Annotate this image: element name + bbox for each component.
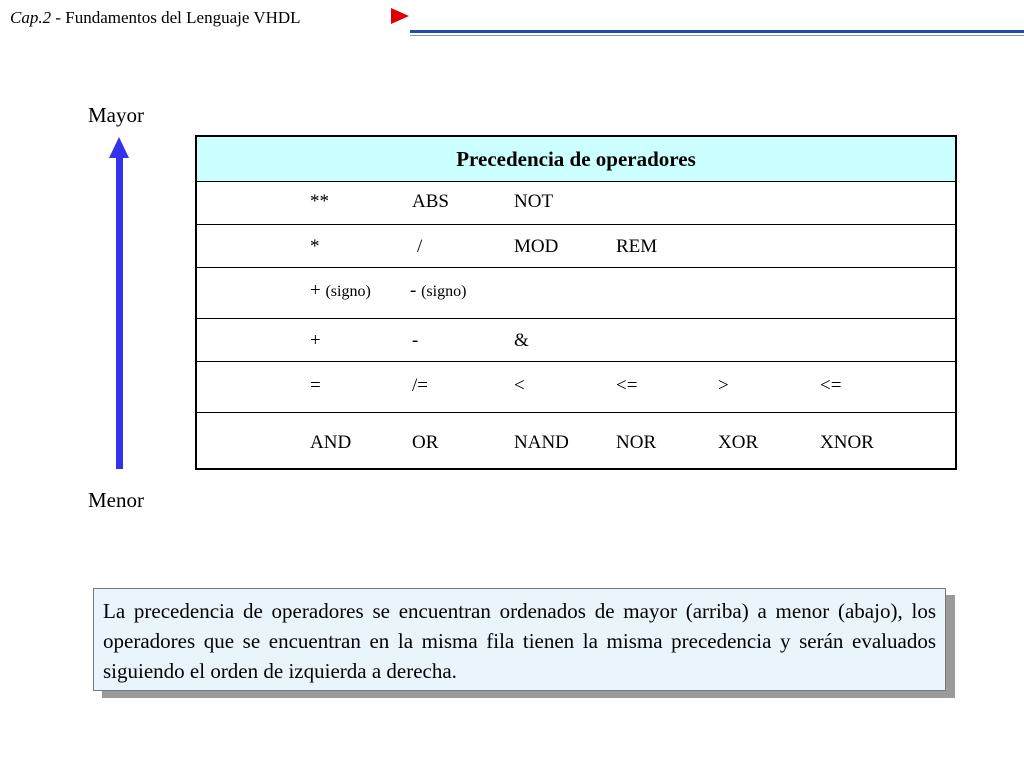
precedence-low-label: Menor — [88, 488, 144, 512]
table-row — [197, 413, 955, 471]
operator-cell: / — [417, 236, 423, 257]
chapter-label: Cap.2 — [10, 8, 52, 27]
operator-cell: > — [718, 375, 729, 396]
operator-cell: XNOR — [820, 432, 874, 453]
operator-note: (signo) — [325, 283, 371, 300]
operator-cell: - — [412, 330, 419, 351]
precedence-arrow-shaft — [116, 156, 123, 469]
operator-note: (signo) — [421, 283, 467, 300]
operator-cell: NOR — [616, 432, 657, 453]
header-rule — [410, 30, 1024, 36]
header-separator: - — [51, 8, 66, 27]
operator-cell: <= — [616, 375, 638, 396]
slide-header — [10, 8, 301, 28]
next-slide-arrow-icon[interactable] — [391, 8, 409, 24]
operator-cell: & — [514, 330, 529, 351]
table-row — [197, 362, 955, 413]
operator-cell: ABS — [412, 191, 449, 212]
operator-cell: NAND — [514, 432, 569, 453]
operator-cell: = — [310, 375, 321, 396]
precedence-high-label: Mayor — [88, 103, 144, 127]
operator-cell: ** — [310, 191, 329, 212]
operator-cell: REM — [616, 236, 658, 257]
operator-cell: OR — [412, 432, 439, 453]
operator-cell: /= — [412, 375, 428, 396]
precedence-arrow-icon — [109, 137, 129, 158]
explanation-note: La precedencia de operadores se encuentran ordenados de mayor (arriba) a menor (abajo), los operadores que se encuentran en la misma fila tienen la misma precedencia y serán evaluados siguiendo el orden de izquierda a derecha. — [93, 588, 946, 691]
table-row — [197, 182, 955, 225]
precedence-table — [195, 135, 957, 470]
operator-cell — [410, 280, 466, 302]
operator-cell: <= — [820, 375, 842, 396]
header-title: Fundamentos del Lenguaje VHDL — [65, 8, 301, 27]
table-row — [197, 225, 955, 268]
operator-cell: < — [514, 375, 525, 396]
operator-cell — [310, 280, 371, 302]
table-row — [197, 319, 955, 362]
operator-cell: AND — [310, 432, 352, 453]
operator-cell: MOD — [514, 236, 559, 257]
operator-cell: NOT — [514, 191, 554, 212]
operator-cell: XOR — [718, 432, 759, 453]
operator-symbol: + — [310, 280, 321, 301]
operator-cell: + — [310, 330, 321, 351]
operator-symbol: - — [410, 280, 417, 301]
table-row — [197, 268, 955, 319]
table-title: Precedencia de operadores — [197, 137, 955, 182]
operator-cell: * — [310, 236, 320, 257]
